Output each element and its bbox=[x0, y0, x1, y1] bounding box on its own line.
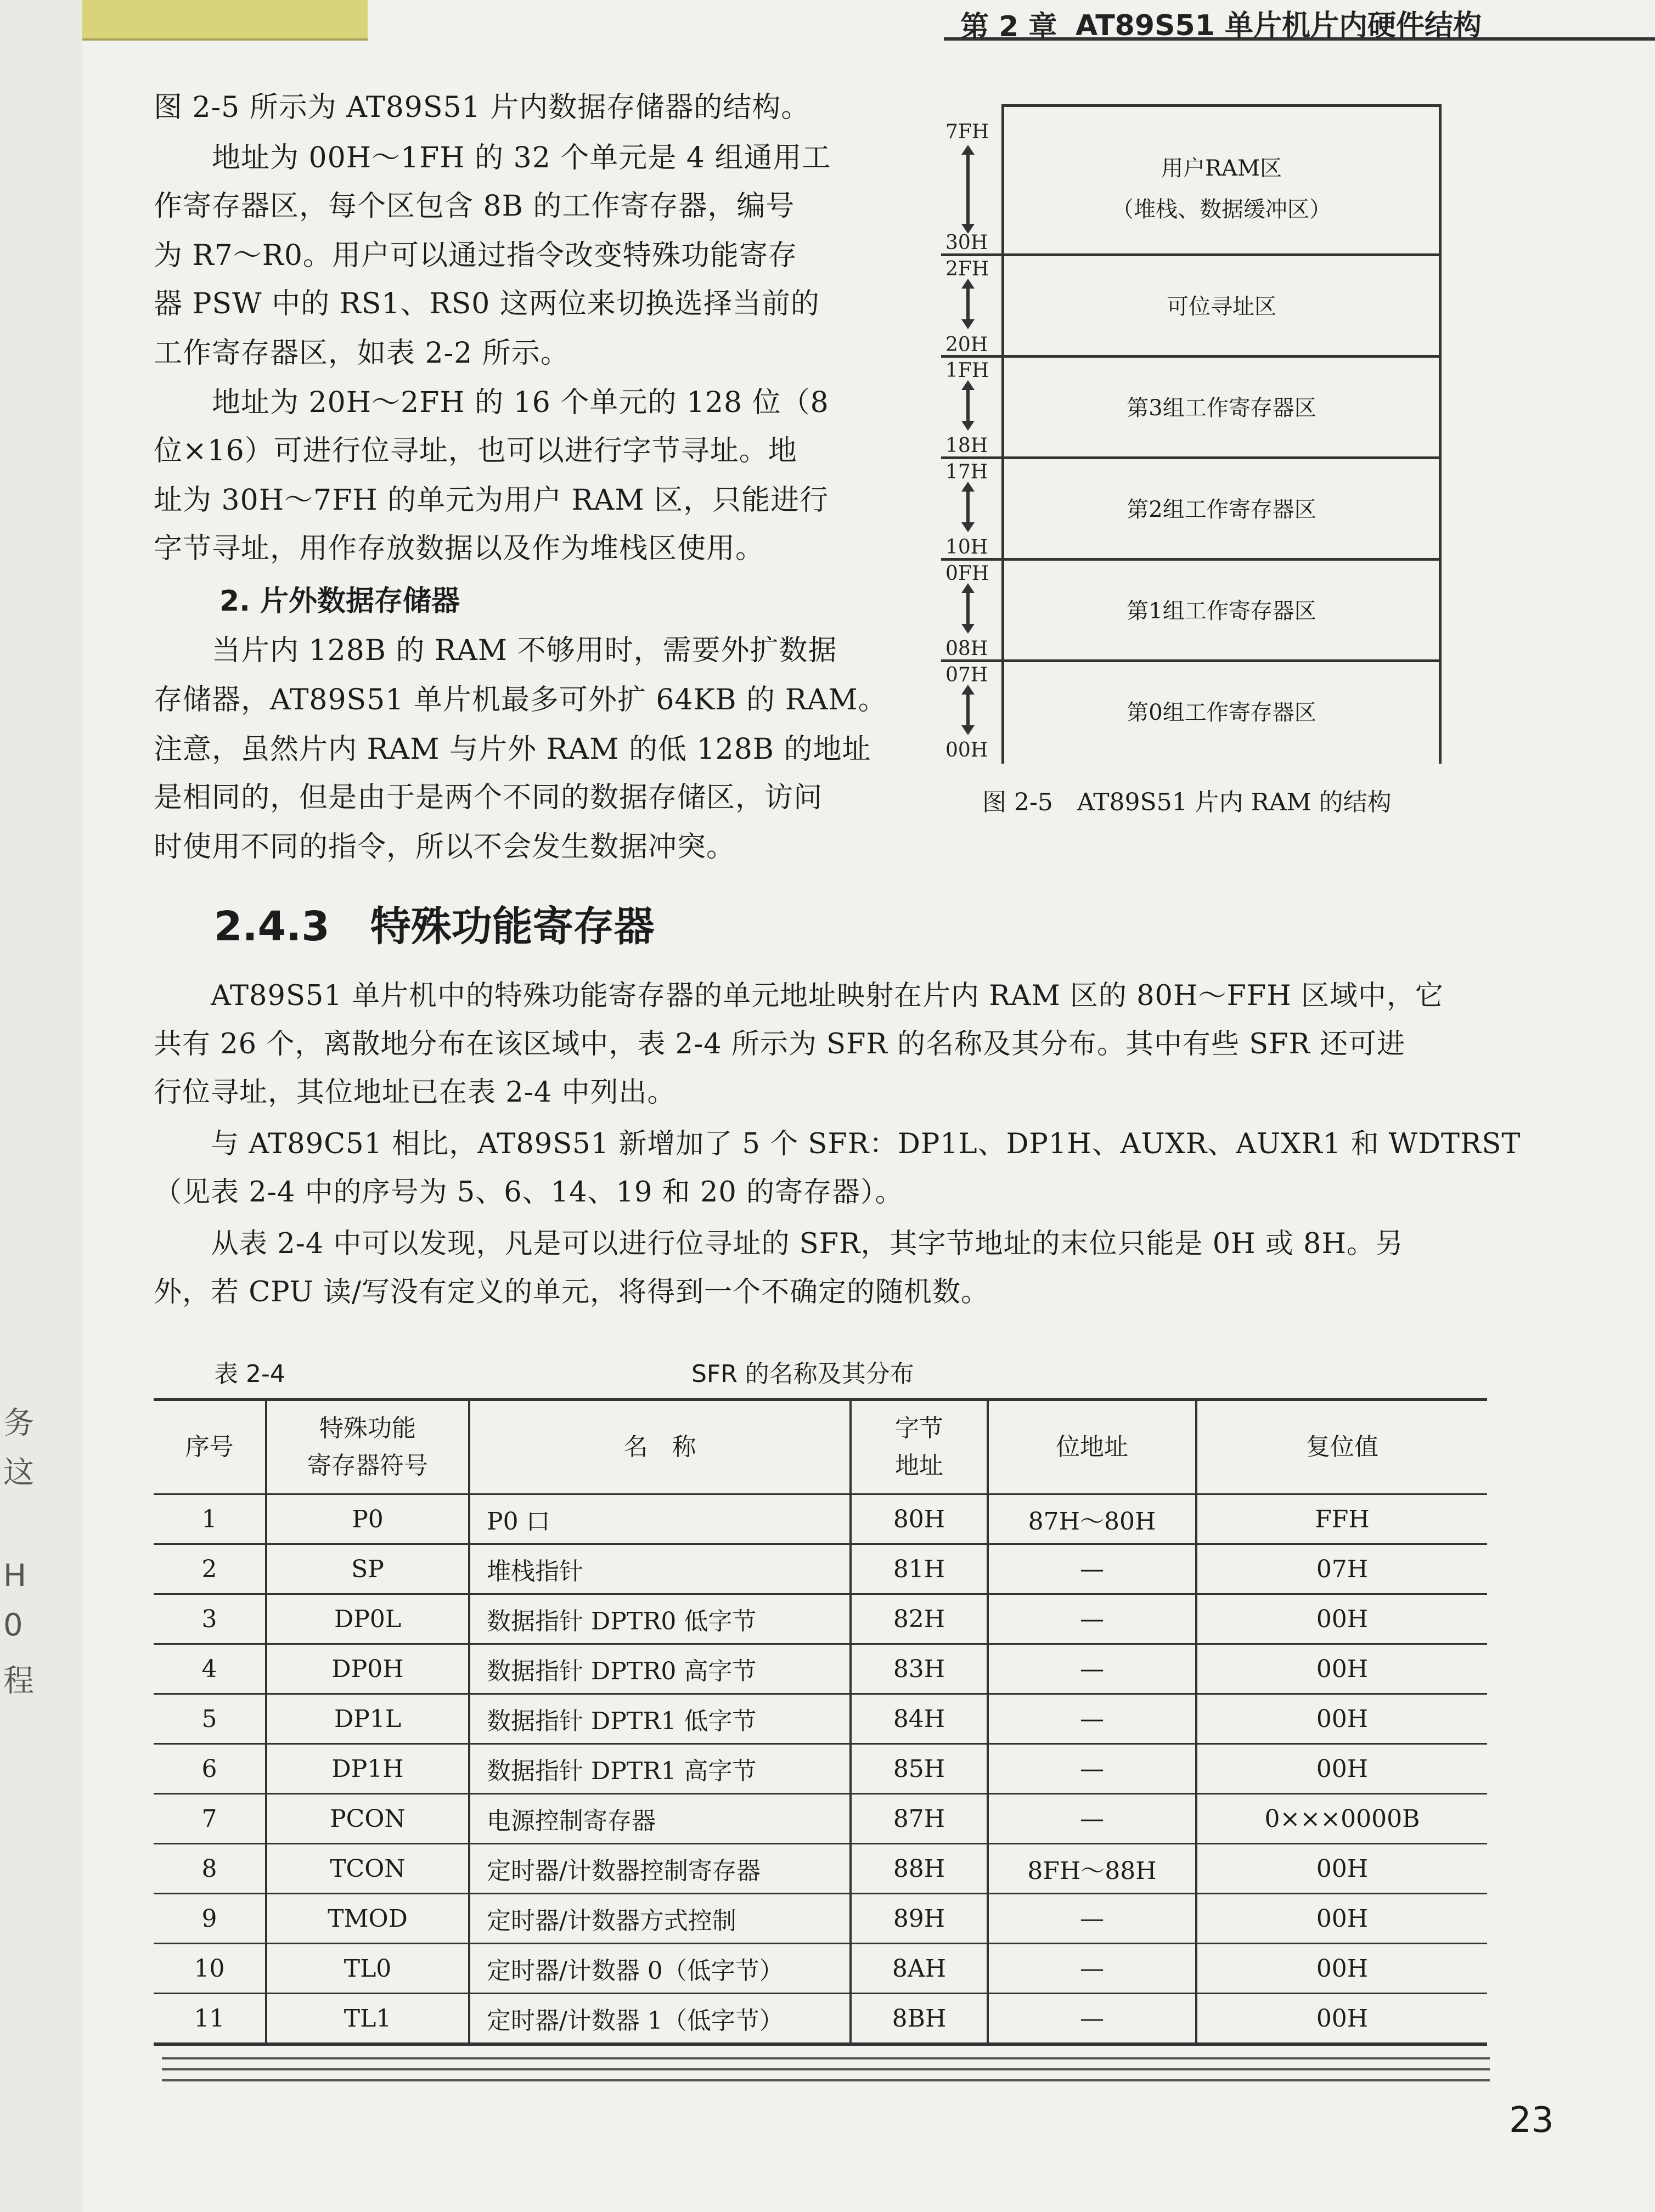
cell-reset-value: 00H bbox=[1196, 1844, 1487, 1894]
cell-byte-address: 89H bbox=[851, 1894, 988, 1944]
region-label: 第0组工作寄存器区 bbox=[1127, 700, 1316, 725]
cell-name: 电源控制寄存器 bbox=[469, 1794, 851, 1844]
cell-symbol: TL1 bbox=[266, 1994, 469, 2045]
cell-index: 2 bbox=[154, 1544, 266, 1594]
page-number: 23 bbox=[1509, 2100, 1554, 2141]
table-row bbox=[154, 1844, 1487, 1894]
cell-reset-value: 0×××0000B bbox=[1196, 1794, 1487, 1844]
cell-reset-value: 00H bbox=[1196, 1894, 1487, 1944]
table-title: SFR 的名称及其分布 bbox=[691, 1360, 914, 1388]
address-label: 30H bbox=[945, 232, 988, 254]
table-row bbox=[154, 1544, 1487, 1594]
table-row bbox=[154, 1594, 1487, 1644]
text-line: 图 2-5 所示为 AT89S51 片内数据存储器的结构。 bbox=[154, 91, 810, 124]
cell-reset-value: FFH bbox=[1196, 1494, 1487, 1544]
region-bank-1 bbox=[1001, 558, 1442, 662]
cell-reset-value: 00H bbox=[1196, 1694, 1487, 1744]
table-row bbox=[154, 1944, 1487, 1994]
text-line: （见表 2-4 中的序号为 5、6、14、19 和 20 的寄存器）。 bbox=[154, 1176, 904, 1209]
margin-char: 程 bbox=[3, 1663, 34, 1699]
cell-name: 数据指针 DPTR0 低字节 bbox=[469, 1594, 851, 1644]
cell-bit-address: — bbox=[988, 1694, 1196, 1744]
address-label: 07H bbox=[945, 664, 988, 686]
cell-symbol: DP1L bbox=[266, 1694, 469, 1744]
cell-name: 数据指针 DPTR1 低字节 bbox=[469, 1694, 851, 1744]
region-user-ram bbox=[1001, 104, 1442, 256]
region-label: 第1组工作寄存器区 bbox=[1127, 599, 1316, 624]
margin-char: H bbox=[3, 1558, 27, 1594]
text-line: 与 AT89C51 相比，AT89S51 新增加了 5 个 SFR：DP1L、DP1H、AUXR、AUXR1 和 WDTRST bbox=[154, 1128, 1521, 1160]
cell-byte-address: 82H bbox=[851, 1594, 988, 1644]
cell-reset-value: 00H bbox=[1196, 1944, 1487, 1994]
sfr-table bbox=[154, 1398, 1487, 2046]
text-line: 从表 2-4 中可以发现，凡是可以进行位寻址的 SFR，其字节地址的末位只能是 0H 或 8H。另 bbox=[154, 1228, 1404, 1260]
address-label: 10H bbox=[945, 536, 988, 558]
region-label: 可位寻址区 bbox=[1167, 294, 1276, 319]
address-label: 1FH bbox=[945, 359, 989, 382]
col-header-reset-value: 复位值 bbox=[1196, 1400, 1487, 1494]
table-row bbox=[154, 1644, 1487, 1694]
cell-name: 堆栈指针 bbox=[469, 1544, 851, 1594]
cell-bit-address: — bbox=[988, 1644, 1196, 1694]
range-arrow-icon bbox=[966, 154, 970, 225]
cell-index: 6 bbox=[154, 1744, 266, 1794]
cell-byte-address: 84H bbox=[851, 1694, 988, 1744]
text-line: 为 R7～R0。用户可以通过指令改变特殊功能寄存 bbox=[154, 239, 798, 272]
cell-index: 4 bbox=[154, 1644, 266, 1694]
cell-bit-address: — bbox=[988, 1794, 1196, 1844]
text-line: 外，若 CPU 读/写没有定义的单元，将得到一个不确定的随机数。 bbox=[154, 1276, 990, 1308]
cell-byte-address: 8AH bbox=[851, 1944, 988, 1994]
cell-index: 8 bbox=[154, 1844, 266, 1894]
col-header-symbol: 特殊功能 寄存器符号 bbox=[266, 1400, 469, 1494]
table-header-row bbox=[154, 1400, 1487, 1494]
cell-index: 7 bbox=[154, 1794, 266, 1844]
region-sublabel: （堆栈、数据缓冲区） bbox=[1112, 197, 1331, 222]
cell-symbol: SP bbox=[266, 1544, 469, 1594]
region-bank-0 bbox=[1001, 659, 1442, 764]
cell-byte-address: 8BH bbox=[851, 1994, 988, 2045]
cell-reset-value: 00H bbox=[1196, 1744, 1487, 1794]
cell-bit-address: — bbox=[988, 1594, 1196, 1644]
cell-symbol: P0 bbox=[266, 1494, 469, 1544]
text-line: 存储器，AT89S51 单片机最多可外扩 64KB 的 RAM。 bbox=[154, 684, 887, 716]
col-header-name: 名 称 bbox=[469, 1400, 851, 1494]
text-line: AT89S51 单片机中的特殊功能寄存器的单元地址映射在片内 RAM 区的 80H～FFH 区域中，它 bbox=[154, 980, 1444, 1012]
region-bit-addressable bbox=[1001, 253, 1442, 358]
range-arrow-icon bbox=[966, 693, 970, 726]
text-line: 地址为 20H～2FH 的 16 个单元的 128 位（8 bbox=[154, 386, 829, 419]
region-label: 第3组工作寄存器区 bbox=[1127, 396, 1316, 421]
cell-symbol: DP1H bbox=[266, 1744, 469, 1794]
text-line: 时使用不同的指令，所以不会发生数据冲突。 bbox=[154, 831, 736, 864]
col-header-bit-address: 位地址 bbox=[988, 1400, 1196, 1494]
cell-index: 11 bbox=[154, 1994, 266, 2045]
cell-symbol: TMOD bbox=[266, 1894, 469, 1944]
cell-reset-value: 00H bbox=[1196, 1594, 1487, 1644]
range-arrow-icon bbox=[966, 389, 970, 422]
cell-symbol: TCON bbox=[266, 1844, 469, 1894]
cell-byte-address: 80H bbox=[851, 1494, 988, 1544]
cell-reset-value: 00H bbox=[1196, 1644, 1487, 1694]
address-label: 18H bbox=[945, 435, 988, 457]
figure-caption: 图 2-5 AT89S51 片内 RAM 的结构 bbox=[982, 788, 1392, 816]
region-bank-2 bbox=[1001, 456, 1442, 561]
address-label: 0FH bbox=[945, 562, 989, 585]
cell-bit-address: 8FH～88H bbox=[988, 1844, 1196, 1894]
region-label: 用户RAM区 bbox=[1161, 156, 1282, 181]
cell-name: 数据指针 DPTR1 高字节 bbox=[469, 1744, 851, 1794]
cell-bit-address: — bbox=[988, 1894, 1196, 1944]
table-row bbox=[154, 1694, 1487, 1744]
sub-heading: 2. 片外数据存储器 bbox=[219, 585, 460, 618]
range-arrow-icon bbox=[966, 490, 970, 523]
cell-symbol: DP0L bbox=[266, 1594, 469, 1644]
cell-bit-address: — bbox=[988, 1744, 1196, 1794]
cell-index: 1 bbox=[154, 1494, 266, 1544]
col-header-index: 序号 bbox=[154, 1400, 266, 1494]
address-label: 08H bbox=[945, 637, 988, 660]
text-line: 工作寄存器区，如表 2-2 所示。 bbox=[154, 337, 570, 370]
cell-bit-address: 87H～80H bbox=[988, 1494, 1196, 1544]
col-header-byte-address: 字节 地址 bbox=[851, 1400, 988, 1494]
text-line: 地址为 00H～1FH 的 32 个单元是 4 组通用工 bbox=[154, 142, 831, 174]
table-row bbox=[154, 1744, 1487, 1794]
text-line: 器 PSW 中的 RS1、RS0 这两位来切换选择当前的 bbox=[154, 287, 820, 320]
margin-char: 这 bbox=[3, 1455, 34, 1491]
cell-name: P0 口 bbox=[469, 1494, 851, 1544]
cell-name: 数据指针 DPTR0 高字节 bbox=[469, 1644, 851, 1694]
cell-reset-value: 00H bbox=[1196, 1994, 1487, 2045]
address-label: 20H bbox=[945, 334, 988, 356]
text-line: 共有 26 个，离散地分布在该区域中，表 2-4 所示为 SFR 的名称及其分布。其中有些 SFR 还可进 bbox=[154, 1028, 1406, 1060]
cell-byte-address: 83H bbox=[851, 1644, 988, 1694]
cell-byte-address: 85H bbox=[851, 1744, 988, 1794]
margin-char: 务 bbox=[3, 1406, 34, 1441]
range-arrow-icon bbox=[966, 592, 970, 625]
table-label: 表 2-4 bbox=[214, 1360, 285, 1388]
facing-page-margin bbox=[0, 0, 86, 2212]
cell-name: 定时器/计数器控制寄存器 bbox=[469, 1844, 851, 1894]
table-row bbox=[154, 1794, 1487, 1844]
text-line: 位×16）可进行位寻址，也可以进行字节寻址。地 bbox=[154, 435, 797, 467]
cell-reset-value: 07H bbox=[1196, 1544, 1487, 1594]
margin-char: 0 bbox=[3, 1607, 23, 1643]
table-row bbox=[154, 1494, 1487, 1544]
ram-structure-diagram bbox=[941, 104, 1446, 768]
cell-symbol: PCON bbox=[266, 1794, 469, 1844]
text-line: 字节寻址，用作存放数据以及作为堆栈区使用。 bbox=[154, 532, 765, 565]
cell-name: 定时器/计数器 0（低字节） bbox=[469, 1944, 851, 1994]
cell-index: 10 bbox=[154, 1944, 266, 1994]
cell-name: 定时器/计数器方式控制 bbox=[469, 1894, 851, 1944]
region-bank-3 bbox=[1001, 355, 1442, 459]
region-label: 第2组工作寄存器区 bbox=[1127, 497, 1316, 522]
table-row bbox=[154, 1894, 1487, 1944]
text-line: 行位寻址，其位地址已在表 2-4 中列出。 bbox=[154, 1076, 676, 1109]
cell-byte-address: 88H bbox=[851, 1844, 988, 1894]
cell-symbol: TL0 bbox=[266, 1944, 469, 1994]
range-arrow-icon bbox=[966, 287, 970, 320]
address-label: 2FH bbox=[945, 258, 989, 280]
running-header bbox=[944, 0, 1655, 41]
cell-index: 9 bbox=[154, 1894, 266, 1944]
cell-bit-address: — bbox=[988, 1544, 1196, 1594]
cell-bit-address: — bbox=[988, 1944, 1196, 1994]
footer-rules bbox=[162, 2057, 1490, 2090]
cell-bit-address: — bbox=[988, 1994, 1196, 2045]
text-line: 址为 30H～7FH 的单元为用户 RAM 区，只能进行 bbox=[154, 484, 829, 517]
binder-clip bbox=[82, 0, 368, 41]
text-line: 注意，虽然片内 RAM 与片外 RAM 的低 128B 的地址 bbox=[154, 733, 871, 766]
cell-symbol: DP0H bbox=[266, 1644, 469, 1694]
cell-index: 3 bbox=[154, 1594, 266, 1644]
text-line: 是相同的，但是由于是两个不同的数据存储区，访问 bbox=[154, 781, 823, 814]
text-line: 作寄存器区，每个区包含 8B 的工作寄存器，编号 bbox=[154, 190, 795, 223]
chapter-title: AT89S51 单片机片内硬件结构 bbox=[1076, 9, 1482, 42]
cell-name: 定时器/计数器 1（低字节） bbox=[469, 1994, 851, 2045]
address-label: 7FH bbox=[945, 121, 989, 143]
cell-index: 5 bbox=[154, 1694, 266, 1744]
address-label: 00H bbox=[945, 739, 988, 761]
cell-byte-address: 81H bbox=[851, 1544, 988, 1594]
cell-byte-address: 87H bbox=[851, 1794, 988, 1844]
text-line: 当片内 128B 的 RAM 不够用时，需要外扩数据 bbox=[154, 634, 837, 667]
address-label: 17H bbox=[945, 461, 988, 483]
chapter-label: 第 2 章 bbox=[960, 10, 1057, 43]
table-row bbox=[154, 1994, 1487, 2045]
section-heading: 2.4.3 特殊功能寄存器 bbox=[214, 903, 655, 950]
